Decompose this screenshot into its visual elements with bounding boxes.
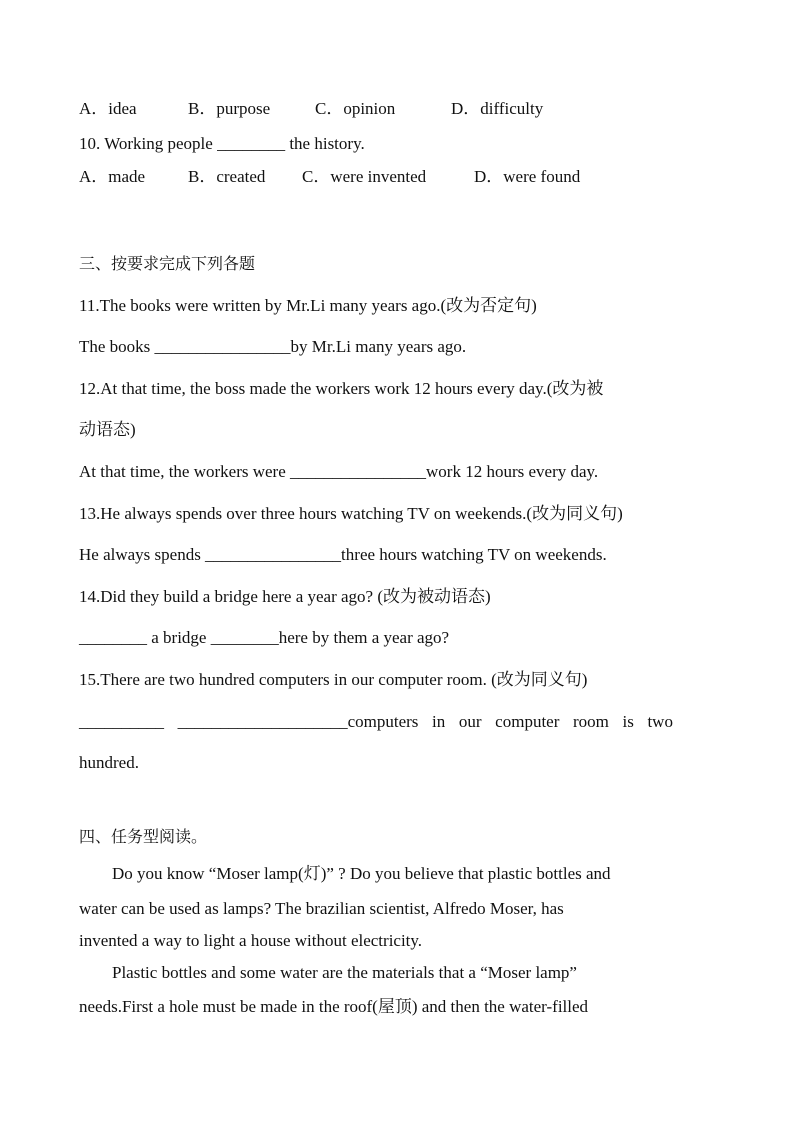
reading-p1-line3: invented a way to light a house without electricity. bbox=[79, 931, 423, 950]
q10-option-a: A．made bbox=[79, 167, 146, 186]
section4-title: 四、任务型阅读。 bbox=[79, 827, 208, 846]
q10-stem: 10. Working people ________ the history. bbox=[79, 134, 365, 153]
section3-title: 三、按要求完成下列各题 bbox=[79, 254, 256, 273]
q11-answer-line: The books ________________by Mr.Li many years ago. bbox=[79, 337, 467, 356]
q10-option-b: B．created bbox=[188, 167, 266, 186]
q15-answer-word: computer bbox=[495, 712, 560, 731]
q15-answer-word: is bbox=[622, 712, 634, 731]
q11-prompt: 11.The books were written by Mr.Li many years ago.(改为否定句) bbox=[79, 296, 537, 315]
q9-option-a: A．idea bbox=[79, 99, 137, 118]
q15-answer-line bbox=[79, 711, 673, 733]
reading-p1-line2: water can be used as lamps? The brazilian scientist, Alfredo Moser, has bbox=[79, 899, 564, 918]
q15-answer-line2: hundred. bbox=[79, 753, 139, 772]
reading-p2-line1: Plastic bottles and some water are the materials that a “Moser lamp” bbox=[112, 963, 577, 982]
q15-answer-word: in bbox=[432, 712, 446, 731]
q15-answer-word: two bbox=[647, 712, 673, 731]
q15-prompt: 15.There are two hundred computers in our computer room. (改为同义句) bbox=[79, 670, 588, 689]
reading-p2-line2: needs.First a hole must be made in the roof(屋顶) and then the water-filled bbox=[79, 997, 589, 1016]
q15-answer-word: our bbox=[458, 712, 482, 731]
q12-answer-line: At that time, the workers were ________________work 12 hours every day. bbox=[79, 462, 599, 481]
q13-answer-line: He always spends ________________three hours watching TV on weekends. bbox=[79, 545, 607, 564]
q14-prompt: 14.Did they build a bridge here a year ago? (改为被动语态) bbox=[79, 587, 491, 606]
q12-prompt-line2: 动语态) bbox=[79, 420, 136, 439]
q9-option-d: D．difficulty bbox=[451, 99, 544, 118]
q9-option-b: B．purpose bbox=[188, 99, 271, 118]
q15-answer-word: ____________________computers bbox=[177, 712, 419, 731]
q14-answer-line: ________ a bridge ________here by them a year ago? bbox=[79, 628, 450, 647]
q15-answer-word: __________ bbox=[79, 712, 164, 731]
q9-option-c: C．opinion bbox=[315, 99, 396, 118]
q12-prompt-line1: 12.At that time, the boss made the workers work 12 hours every day.(改为被 bbox=[79, 379, 604, 398]
reading-p1-line1: Do you know “Moser lamp(灯)” ? Do you believe that plastic bottles and bbox=[112, 864, 611, 883]
q13-prompt: 13.He always spends over three hours watching TV on weekends.(改为同义句) bbox=[79, 504, 623, 523]
q10-option-d: D．were found bbox=[474, 167, 581, 186]
q10-option-c: C．were invented bbox=[302, 167, 427, 186]
q15-answer-word: room bbox=[572, 712, 609, 731]
